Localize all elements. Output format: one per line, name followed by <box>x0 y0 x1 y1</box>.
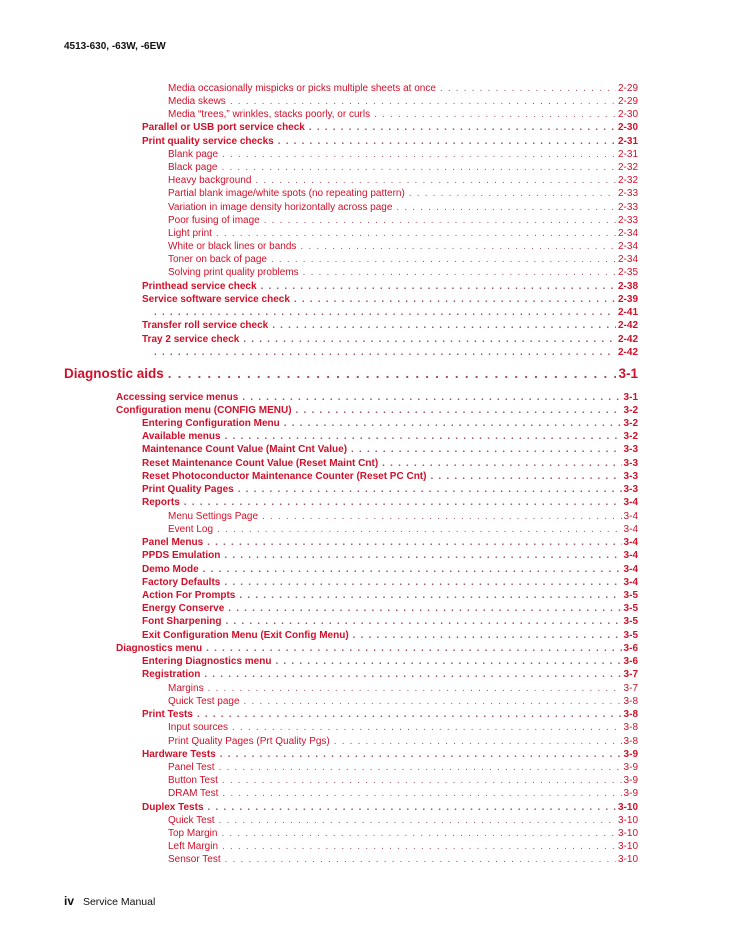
dot-leader <box>197 709 622 721</box>
toc-entry-page: 3-4 <box>623 497 638 508</box>
dot-leader <box>225 616 621 628</box>
toc-entry[interactable] <box>142 577 638 589</box>
toc-entry[interactable] <box>168 254 638 266</box>
toc-entry[interactable] <box>142 320 638 332</box>
toc-entry-page: 3-3 <box>623 471 638 482</box>
dot-leader <box>303 267 616 279</box>
toc-entry-page: 3-4 <box>623 550 638 561</box>
dot-leader <box>207 537 621 549</box>
toc-entry[interactable] <box>142 334 638 346</box>
toc-entry[interactable] <box>142 709 638 721</box>
dot-leader <box>208 683 622 695</box>
dot-leader <box>294 294 616 306</box>
toc-entry-page: 3-5 <box>623 590 638 601</box>
toc-entry-title: Blank page <box>168 149 219 160</box>
toc-entry-page: 2-34 <box>617 228 638 239</box>
toc-entry-page: 3-4 <box>623 537 638 548</box>
dot-leader <box>168 366 617 382</box>
toc-entry-title: Registration <box>142 669 201 680</box>
dot-leader <box>220 749 622 761</box>
toc-entry-title: Parallel or USB port service check <box>142 122 305 133</box>
toc-entry-page: 2-34 <box>617 241 638 252</box>
toc-entry[interactable] <box>142 603 638 615</box>
toc-entry-title: Accessing service menus <box>116 392 239 403</box>
toc-entry-page: 3-9 <box>623 762 638 773</box>
toc-entry-title: Input sources <box>168 722 229 733</box>
toc-entry[interactable] <box>142 136 638 148</box>
toc-entry-page: 2-39 <box>617 294 638 305</box>
dot-leader <box>221 828 616 840</box>
dot-leader <box>208 802 616 814</box>
toc-entry[interactable] <box>142 590 638 602</box>
toc-entry-title: Print Quality Pages (Prt Quality Pgs) <box>168 736 330 747</box>
dot-leader <box>271 254 616 266</box>
dot-leader <box>353 630 622 642</box>
toc-entry[interactable] <box>168 524 638 536</box>
toc-entry-title: Reset Maintenance Count Value (Reset Maint Cnt) <box>142 458 379 469</box>
toc-entry-page: 3-5 <box>623 603 638 614</box>
toc-entry[interactable] <box>142 294 638 306</box>
toc-entry-page: 3-3 <box>623 458 638 469</box>
toc-entry-title: Transfer roll service check <box>142 320 269 331</box>
toc-entry[interactable] <box>142 802 638 814</box>
dot-leader <box>222 149 616 161</box>
toc-entry[interactable] <box>168 175 638 187</box>
dot-leader <box>440 83 616 95</box>
toc-entry-page: 3-9 <box>623 749 638 760</box>
toc-entry-page: 3-4 <box>623 524 638 535</box>
dot-leader <box>261 281 616 293</box>
dot-leader <box>238 484 622 496</box>
toc-entry-title: Available menus <box>142 431 221 442</box>
toc-entry-page: 3-10 <box>617 828 638 839</box>
toc-entry[interactable] <box>142 122 638 134</box>
toc-entry-title: Service software service check <box>142 294 290 305</box>
dot-leader <box>264 215 616 227</box>
toc-entry-title: Button Test <box>168 775 218 786</box>
toc-entry[interactable] <box>142 497 638 509</box>
toc-entry-title: Hardware Tests <box>142 749 216 760</box>
toc-entry[interactable] <box>150 347 638 359</box>
toc-entry-title: Black page <box>168 162 218 173</box>
dot-leader <box>219 815 616 827</box>
dot-leader <box>334 736 622 748</box>
toc-entry-title: Heavy background <box>168 175 252 186</box>
toc-entry-page: 3-9 <box>623 775 638 786</box>
toc-entry-page: 3-8 <box>623 722 638 733</box>
dot-leader <box>239 590 621 602</box>
toc-entry-page: 3-4 <box>623 564 638 575</box>
dot-leader <box>278 136 616 148</box>
toc-entry-title: Solving print quality problems <box>168 267 299 278</box>
toc-entry[interactable] <box>168 841 638 853</box>
toc-entry-page: 3-5 <box>623 630 638 641</box>
toc-entry[interactable] <box>142 616 638 628</box>
dot-leader <box>300 241 616 253</box>
toc-entry-title: Reports <box>142 497 180 508</box>
toc-entry-title: Tray 2 service check <box>142 334 240 345</box>
toc-entry-title: Variation in image density horizontally across page <box>168 202 393 213</box>
dot-leader <box>222 775 622 787</box>
toc-entry-title: Diagnostic aids <box>64 366 164 381</box>
toc-entry-page: 2-34 <box>617 254 638 265</box>
toc-entry-title: White or black lines or bands <box>168 241 297 252</box>
toc-entry-page: 3-7 <box>623 669 638 680</box>
toc-entry[interactable] <box>168 188 638 200</box>
toc-entry[interactable] <box>142 550 638 562</box>
toc-entry-page: 2-32 <box>617 162 638 173</box>
dot-leader <box>228 603 621 615</box>
toc-entry[interactable] <box>142 630 638 642</box>
toc-entry[interactable] <box>142 564 638 576</box>
toc-entry-page: 2-32 <box>617 175 638 186</box>
toc-entry-page: 3-3 <box>623 484 638 495</box>
toc-entry[interactable] <box>116 405 638 417</box>
toc-entry-page: 3-2 <box>623 431 638 442</box>
dot-leader <box>216 228 616 240</box>
toc-entry-page: 2-38 <box>617 281 638 292</box>
toc-entry-page: 2-41 <box>617 307 638 318</box>
dot-leader <box>309 122 616 134</box>
toc-entry-title: Energy Conserve <box>142 603 225 614</box>
toc-entry-page: 3-2 <box>623 418 638 429</box>
toc-entry-title: Event Log <box>168 524 214 535</box>
toc-entry-page: 2-31 <box>617 149 638 160</box>
dot-leader <box>217 524 622 536</box>
toc-entry[interactable] <box>168 736 638 748</box>
toc-entry-page: 3-4 <box>623 577 638 588</box>
toc-entry-title: Print Tests <box>142 709 193 720</box>
dot-leader <box>154 307 616 319</box>
toc-entry-page: 3-5 <box>623 616 638 627</box>
toc-entry-page: 3-10 <box>617 802 638 813</box>
toc-entry[interactable] <box>142 418 638 430</box>
dot-leader <box>382 458 621 470</box>
toc-entry[interactable] <box>168 762 638 774</box>
toc-entry-title: Printhead service check <box>142 281 257 292</box>
toc-entry-title: Entering Diagnostics menu <box>142 656 272 667</box>
toc-entry-page: 3-3 <box>623 444 638 455</box>
toc-entry[interactable] <box>142 749 638 761</box>
toc-entry-page: 2-30 <box>617 122 638 133</box>
dot-leader <box>275 656 621 668</box>
dot-leader <box>374 109 616 121</box>
dot-leader <box>206 643 621 655</box>
toc-entry-page: 3-6 <box>623 656 638 667</box>
toc-entry-title: DRAM Test <box>168 788 219 799</box>
toc-entry-page: 3-10 <box>617 854 638 865</box>
toc-entry-page: 2-33 <box>617 188 638 199</box>
dot-leader <box>184 497 622 509</box>
dot-leader <box>232 722 622 734</box>
toc-entry-title: Configuration menu (CONFIG MENU) <box>116 405 292 416</box>
toc-entry-page: 3-6 <box>623 643 638 654</box>
dot-leader <box>224 577 621 589</box>
toc-entry-title: Margins <box>168 683 204 694</box>
toc-entry-title: PPDS Emulation <box>142 550 221 561</box>
toc-entry-page: 3-1 <box>623 392 638 403</box>
toc-entry-title: Media occasionally mispicks or picks multiple sheets at once <box>168 83 436 94</box>
toc-entry[interactable] <box>168 83 638 95</box>
toc-entry-page: 2-42 <box>617 347 638 358</box>
toc-entry[interactable] <box>116 392 638 404</box>
toc-entry-page: 2-33 <box>617 215 638 226</box>
toc-entry[interactable] <box>142 281 638 293</box>
toc-entry[interactable] <box>168 788 638 800</box>
toc-entry-page: 2-30 <box>617 109 638 120</box>
toc-entry-title: Poor fusing of image <box>168 215 260 226</box>
toc-entry[interactable] <box>142 431 638 443</box>
toc-entry-page: 2-29 <box>617 83 638 94</box>
dot-leader <box>243 334 616 346</box>
toc-entry-page: 3-8 <box>623 709 638 720</box>
toc-entry[interactable] <box>168 109 638 121</box>
toc-entry[interactable] <box>116 643 638 655</box>
toc-entry-title: Left Margin <box>168 841 219 852</box>
toc-entry-page: 3-8 <box>623 736 638 747</box>
toc-entry[interactable] <box>142 471 638 483</box>
dot-leader <box>154 347 616 359</box>
dot-leader <box>230 96 616 108</box>
toc-entry-title: Panel Menus <box>142 537 204 548</box>
dot-leader <box>396 202 616 214</box>
dot-leader <box>255 175 616 187</box>
toc-entry-title: Factory Defaults <box>142 577 221 588</box>
dot-leader <box>225 854 616 866</box>
toc-entry[interactable] <box>168 828 638 840</box>
dot-leader <box>262 511 621 523</box>
toc-entry-title: Sensor Test <box>168 854 221 865</box>
toc-entry-title: Maintenance Count Value (Maint Cnt Value) <box>142 444 348 455</box>
toc-entry-page: 3-2 <box>623 405 638 416</box>
toc-entry[interactable] <box>168 511 638 523</box>
dot-leader <box>224 550 621 562</box>
toc-entry-title: Menu Settings Page <box>168 511 259 522</box>
toc-entry-title: Exit Configuration Menu (Exit Config Menu) <box>142 630 349 641</box>
dot-leader <box>351 444 622 456</box>
dot-leader <box>244 696 622 708</box>
toc-entry-page: 3-9 <box>623 788 638 799</box>
dot-leader <box>203 564 622 576</box>
toc-entry-page: 2-42 <box>617 334 638 345</box>
toc-entry-title: Action For Prompts <box>142 590 236 601</box>
toc-entry-title: Top Margin <box>168 828 218 839</box>
toc-entry-title: Entering Configuration Menu <box>142 418 280 429</box>
toc-entry[interactable] <box>142 537 638 549</box>
toc-entry[interactable] <box>150 307 638 319</box>
toc-entry-page: 3-10 <box>617 841 638 852</box>
toc-entry[interactable] <box>168 149 638 161</box>
toc-entry-page: 3-1 <box>618 366 638 381</box>
page-number: iv <box>64 894 75 908</box>
toc-entry-title: Duplex Tests <box>142 802 204 813</box>
toc-entry[interactable] <box>168 228 638 240</box>
dot-leader <box>284 418 622 430</box>
toc-entry[interactable] <box>64 366 638 382</box>
dot-leader <box>430 471 621 483</box>
footer-title: Service Manual <box>82 896 156 908</box>
toc-entry-title: Media skews <box>168 96 226 107</box>
toc-entry[interactable] <box>168 722 638 734</box>
toc-entry-title: Media “trees,” wrinkles, stacks poorly, or curls <box>168 109 371 120</box>
toc-entry-title: Print Quality Pages <box>142 484 234 495</box>
toc-entry[interactable] <box>142 444 638 456</box>
toc-entry-title: Panel Test <box>168 762 215 773</box>
toc-entry[interactable] <box>168 854 638 866</box>
toc-entry-title: Partial blank image/white spots (no repeating pattern) <box>168 188 405 199</box>
toc-entry-page: 2-33 <box>617 202 638 213</box>
dot-leader <box>296 405 622 417</box>
toc-entry[interactable] <box>168 267 638 279</box>
dot-leader <box>219 762 622 774</box>
toc-entry[interactable] <box>168 215 638 227</box>
toc-entry[interactable] <box>142 656 638 668</box>
toc-entry-page: 2-35 <box>617 267 638 278</box>
toc-entry[interactable] <box>168 696 638 708</box>
dot-leader <box>242 392 621 404</box>
toc-entry[interactable] <box>168 683 638 695</box>
toc-entry-title: Quick Test page <box>168 696 240 707</box>
dot-leader <box>222 841 616 853</box>
toc-entry[interactable] <box>142 669 638 681</box>
document-header: 4513-630, -63W, -6EW <box>64 41 166 52</box>
dot-leader <box>225 431 622 443</box>
toc-entry-title: Light print <box>168 228 212 239</box>
toc-entry-page: 3-7 <box>623 683 638 694</box>
dot-leader <box>221 162 616 174</box>
toc-entry-page: 3-8 <box>623 696 638 707</box>
toc-entry[interactable] <box>168 96 638 108</box>
toc-entry-page: 2-31 <box>617 136 638 147</box>
dot-leader <box>272 320 616 332</box>
toc-entry-title: Print quality service checks <box>142 136 274 147</box>
toc-entry[interactable] <box>168 775 638 787</box>
page-footer <box>64 894 155 908</box>
toc-entry-title: Quick Test <box>168 815 215 826</box>
toc-entry-title: Toner on back of page <box>168 254 267 265</box>
toc-entry[interactable] <box>142 484 638 496</box>
toc-entry[interactable] <box>168 162 638 174</box>
toc-entry[interactable] <box>142 458 638 470</box>
dot-leader <box>222 788 621 800</box>
toc-entry-page: 2-42 <box>617 320 638 331</box>
toc-entry-title: Font Sharpening <box>142 616 222 627</box>
dot-leader <box>409 188 616 200</box>
toc-entry[interactable] <box>168 815 638 827</box>
toc-entry-page: 3-4 <box>623 511 638 522</box>
toc-entry[interactable] <box>168 202 638 214</box>
toc-entry-page: 3-10 <box>617 815 638 826</box>
toc-entry-page: 2-29 <box>617 96 638 107</box>
dot-leader <box>204 669 621 681</box>
toc-entry-title: Demo Mode <box>142 564 199 575</box>
toc-entry[interactable] <box>168 241 638 253</box>
toc-entry-title: Reset Photoconductor Maintenance Counter (Reset PC Cnt) <box>142 471 427 482</box>
toc-entry-title: Diagnostics menu <box>116 643 203 654</box>
